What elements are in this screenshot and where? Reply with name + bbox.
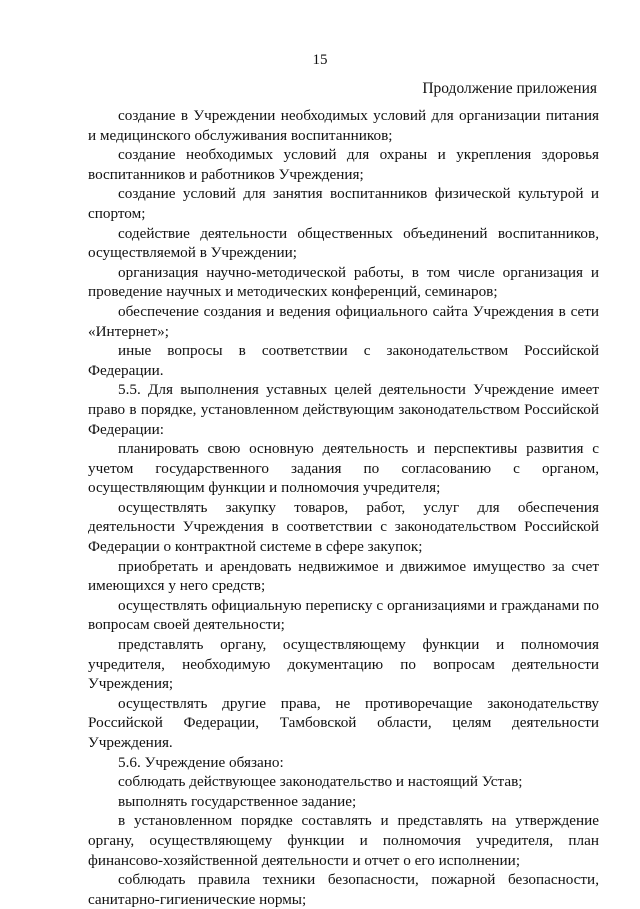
document-body bbox=[88, 106, 599, 909]
paragraph: осуществлять другие права, не противоречащие законодательству Российской Федерации, Тамбовской области, целям деятельности Учреждения. bbox=[88, 694, 599, 751]
page-number: 15 bbox=[312, 52, 328, 68]
paragraph: организация научно-методической работы, в том числе организация и проведение научных и методических конференций, семинаров; bbox=[88, 263, 599, 301]
paragraph: выполнять государственное задание; bbox=[118, 792, 357, 810]
section-paragraph-5-5: 5.5. Для выполнения уставных целей деятельности Учреждение имеет право в порядке, установленном действующим законодательством Российской Федерации: bbox=[88, 381, 599, 438]
paragraph: представлять органу, осуществляющему функции и полномочия учредителя, необходимую документацию по вопросам деятельности Учреждения; bbox=[88, 636, 599, 693]
paragraph: осуществлять закупку товаров, работ, услуг для обеспечения деятельности Учреждения в соответствии с законодательством Российской Федерации о контрактной системе в сфере закупок; bbox=[88, 498, 599, 556]
section-paragraph-5-6: 5.6. Учреждение обязано: bbox=[118, 753, 284, 771]
paragraph: содействие деятельности общественных объединений воспитанников, осуществляемой в Учреждении; bbox=[88, 224, 599, 262]
paragraph: создание в Учреждении необходимых условий для организации питания и медицинского обслуживания воспитанников; bbox=[88, 107, 599, 144]
paragraph: в установленном порядке составлять и представлять на утверждение органу, осуществляющему функции и полномочия учредителя, план финансово-хозяйственной деятельности и отчет о его исполнении; bbox=[88, 812, 599, 869]
paragraph: создание необходимых условий для охраны и укрепления здоровья воспитанников и работников Учреждения; bbox=[88, 146, 599, 183]
paragraph: приобретать и арендовать недвижимое и движимое имущество за счет имеющихся у него средств; bbox=[88, 557, 599, 595]
paragraph: соблюдать действующее законодательство и настоящий Устав; bbox=[118, 773, 523, 791]
header-note: Продолжение приложения bbox=[422, 80, 597, 97]
paragraph: соблюдать правила техники безопасности, пожарной безопасности, санитарно-гигиенические нормы; bbox=[88, 871, 599, 908]
paragraph: обеспечение создания и ведения официального сайта Учреждения в сети «Интернет»; bbox=[88, 302, 599, 340]
paragraph: иные вопросы в соответствии с законодательством Российской Федерации. bbox=[88, 342, 599, 379]
paragraph: планировать свою основную деятельность и перспективы развития с учетом государственного задания по согласованию с органом, осуществляющим функции и полномочия учредителя; bbox=[88, 440, 599, 497]
paragraph: создание условий для занятия воспитанников физической культурой и спортом; bbox=[88, 185, 599, 222]
paragraph: осуществлять официальную переписку с организациями и гражданами по вопросам своей деятельности; bbox=[88, 596, 599, 634]
